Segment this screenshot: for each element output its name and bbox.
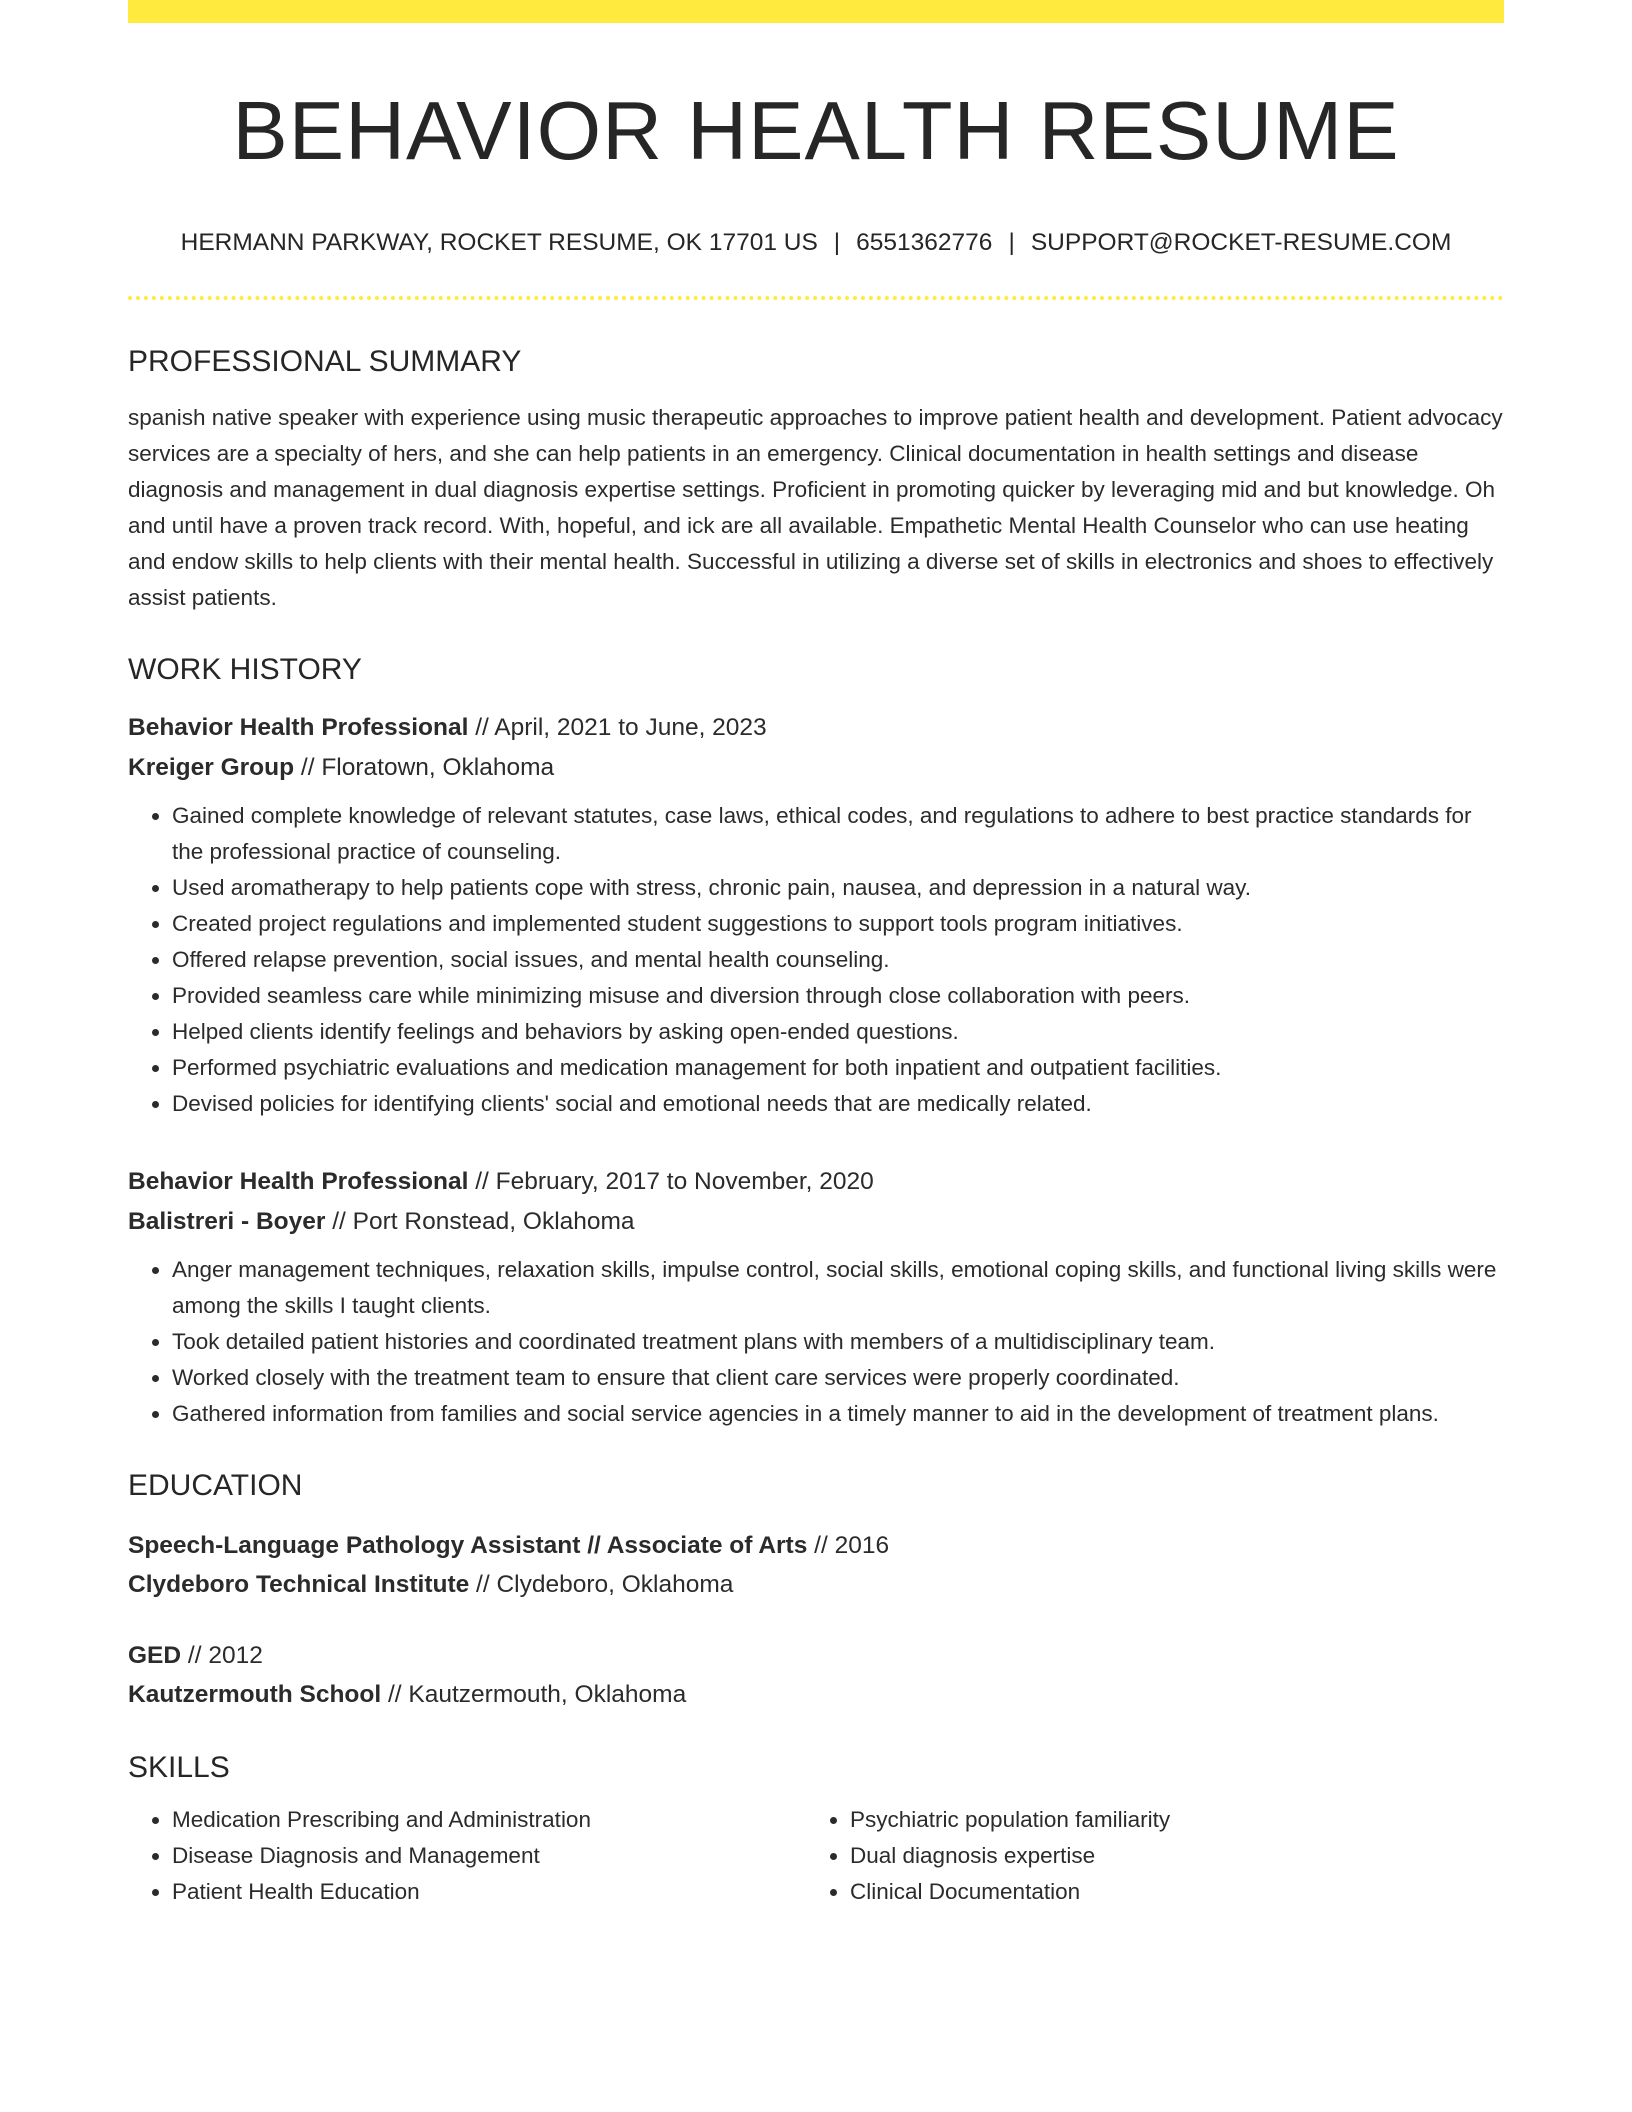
- education-entry: [128, 1526, 1504, 1604]
- list-item: • Performed psychiatric evaluations and medication management for both inpatient and outpatient facilities.: [172, 1050, 1504, 1086]
- job-location: // Floratown, Oklahoma: [294, 753, 555, 781]
- skill-item: • Disease Diagnosis and Management: [172, 1838, 806, 1874]
- job-bullets: [128, 798, 1504, 1122]
- work-history-heading: WORK HISTORY: [128, 652, 362, 686]
- resume-page: [128, 0, 1504, 1910]
- job-dates: // February, 2017 to November, 2020: [468, 1167, 874, 1195]
- school-location: // Kautzermouth, Oklahoma: [381, 1680, 687, 1708]
- accent-top-bar: [128, 0, 1504, 23]
- list-item: • Provided seamless care while minimizing misuse and diversion through close collaboration with peers.: [172, 978, 1504, 1014]
- degree: GED: [128, 1641, 182, 1669]
- degree-year: // 2012: [181, 1641, 263, 1669]
- job-company-line: [128, 1202, 1504, 1242]
- dotted-divider: [128, 296, 1504, 300]
- skills-grid: [128, 1802, 1504, 1910]
- summary-text: spanish native speaker with experience using music therapeutic approaches to improve patient health and development. Patient advocacy services are a specialty of hers, and she can help patients in an emergency. Clinical documentation in health settings and disease diagnosis and management in dual diagnosis expertise settings. Proficient in promoting quicker by leveraging mid and but knowledge. Oh and until have a proven track record. With, hopeful, and ick are all available. Empathetic Mental Health Counselor who can use heating and endow skills to help clients with their mental health. Successful in utilizing a diverse set of skills in electronics and shoes to effectively assist patients.: [128, 404, 1503, 610]
- job-entry: [128, 1162, 1504, 1432]
- skills-heading: SKILLS: [128, 1750, 230, 1784]
- school-location: // Clydeboro, Oklahoma: [469, 1570, 734, 1598]
- list-item: • Devised policies for identifying clients' social and emotional needs that are medically related.: [172, 1086, 1504, 1122]
- list-item: • Took detailed patient histories and coordinated treatment plans with members of a multidisciplinary team.: [172, 1324, 1504, 1360]
- summary-heading: PROFESSIONAL SUMMARY: [128, 344, 522, 378]
- list-item: • Offered relapse prevention, social issues, and mental health counseling.: [172, 942, 1504, 978]
- list-item: • Anger management techniques, relaxation skills, impulse control, social skills, emotional coping skills, and functional living skills were among the skills I taught clients.: [172, 1252, 1504, 1324]
- list-item: • Gathered information from families and social service agencies in a timely manner to aid in the development of treatment plans.: [172, 1396, 1504, 1432]
- job-title-line: [128, 1162, 1504, 1202]
- degree-year: // 2016: [807, 1531, 890, 1559]
- skill-item: • Dual diagnosis expertise: [850, 1838, 1484, 1874]
- job-company-line: [128, 748, 1504, 788]
- job-title-line: [128, 708, 1504, 748]
- contact-separator: |: [833, 229, 841, 257]
- skill-item: • Clinical Documentation: [850, 1874, 1484, 1910]
- contact-separator: |: [1008, 229, 1015, 257]
- skill-item: • Psychiatric population familiarity: [850, 1802, 1484, 1838]
- job-company: Balistreri - Boyer: [128, 1207, 326, 1235]
- list-item: • Created project regulations and implemented student suggestions to support tools program initiatives.: [172, 906, 1504, 942]
- skill-item: • Medication Prescribing and Administration: [172, 1802, 806, 1838]
- education-heading: EDUCATION: [128, 1468, 303, 1502]
- skills-column-right: [806, 1802, 1484, 1910]
- school-line: [128, 1565, 1504, 1604]
- degree-line: [128, 1636, 1504, 1675]
- skills-column-left: [128, 1802, 806, 1910]
- list-item: • Worked closely with the treatment team to ensure that client care services were properly coordinated.: [172, 1360, 1504, 1396]
- list-item: • Gained complete knowledge of relevant statutes, case laws, ethical codes, and regulations to adhere to best practice standards for the professional practice of counseling.: [172, 798, 1504, 870]
- job-company: Kreiger Group: [128, 753, 295, 781]
- list-item: • Used aromatherapy to help patients cope with stress, chronic pain, nausea, and depression in a natural way.: [172, 870, 1504, 906]
- list-item: • Helped clients identify feelings and behaviors by asking open-ended questions.: [172, 1014, 1504, 1050]
- email: SUPPORT@ROCKET-RESUME.COM: [1030, 229, 1452, 257]
- education-entry: [128, 1636, 1504, 1714]
- school: Kautzermouth School: [128, 1680, 382, 1708]
- degree-line: [128, 1526, 1504, 1565]
- resume-title: BEHAVIOR HEALTH RESUME: [232, 84, 1400, 177]
- address: HERMANN PARKWAY, ROCKET RESUME, OK 17701 US: [180, 229, 818, 257]
- skill-item: • Patient Health Education: [172, 1874, 806, 1910]
- job-title: Behavior Health Professional: [128, 713, 469, 741]
- school: Clydeboro Technical Institute: [128, 1570, 470, 1598]
- job-entry: [128, 708, 1504, 1122]
- school-line: [128, 1675, 1504, 1714]
- contact-line: [128, 228, 1504, 257]
- degree: Speech-Language Pathology Assistant // Associate of Arts: [128, 1531, 808, 1559]
- job-bullets: [128, 1252, 1504, 1432]
- job-title: Behavior Health Professional: [128, 1167, 469, 1195]
- job-dates: // April, 2021 to June, 2023: [468, 713, 767, 741]
- phone: 6551362776: [856, 229, 993, 257]
- job-location: // Port Ronstead, Oklahoma: [325, 1207, 635, 1235]
